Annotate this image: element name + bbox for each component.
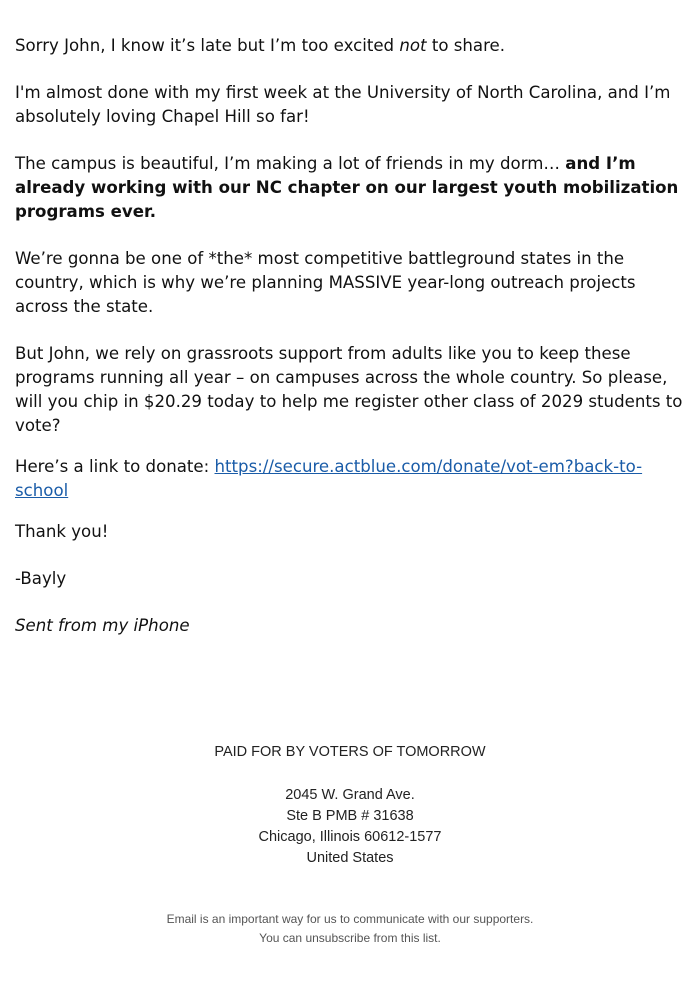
donate-link[interactable]: https://secure.actblue.com/donate/vot-em?back-to-school: [15, 457, 643, 500]
paragraph-first-week: I'm almost done with my first week at the University of North Carolina, and I’m absolutely loving Chapel Hill so far!: [15, 83, 671, 126]
address-line: United States: [306, 850, 394, 866]
sent-from-line: [15, 614, 685, 638]
signature: -Bayly: [15, 569, 67, 588]
unsubscribe-line[interactable]: You can unsubscribe from this list.: [259, 931, 441, 945]
donate-paragraph: [15, 455, 685, 503]
address-line: Chicago, Illinois 60612-1577: [258, 829, 442, 845]
greeting-text-end: to share.: [426, 36, 506, 55]
legal-notice: [0, 910, 700, 948]
mailing-address: [0, 785, 700, 869]
paragraph-battleground: We’re gonna be one of *the* most competitive battleground states in the country, which is why we’re planning MASSIVE year-long outreach projects across the state.: [15, 249, 636, 316]
paid-for-disclaimer: PAID FOR BY VOTERS OF TOMORROW: [214, 744, 486, 760]
address-line: Ste B PMB # 31638: [286, 808, 414, 824]
paragraph-ask: But John, we rely on grassroots support from adults like you to keep these programs running all year – on campuses across the whole country. So please, will you chip in $20.29 today to help me register other class of 2029 students to vote?: [15, 344, 683, 435]
legal-line: Email is an important way for us to communicate with our supporters.: [166, 912, 534, 926]
paragraph-campus: [15, 152, 685, 224]
campus-text: The campus is beautiful, I’m making a lot of friends in my dorm…: [15, 154, 566, 173]
greeting-paragraph: [15, 34, 685, 58]
sent-from-text: Sent from my iPhone: [15, 616, 190, 635]
greeting-text: Sorry John, I know it’s late but I’m too excited: [15, 36, 400, 55]
email-body: [15, 34, 685, 661]
address-line: 2045 W. Grand Ave.: [285, 787, 415, 803]
thanks-line: Thank you!: [15, 522, 109, 541]
donate-prefix: Here’s a link to donate:: [15, 457, 215, 476]
campus-bold-text: and I’m already working with our NC chapter on our largest youth mobilization programs ever.: [15, 154, 679, 221]
greeting-emphasis: not: [399, 36, 427, 55]
